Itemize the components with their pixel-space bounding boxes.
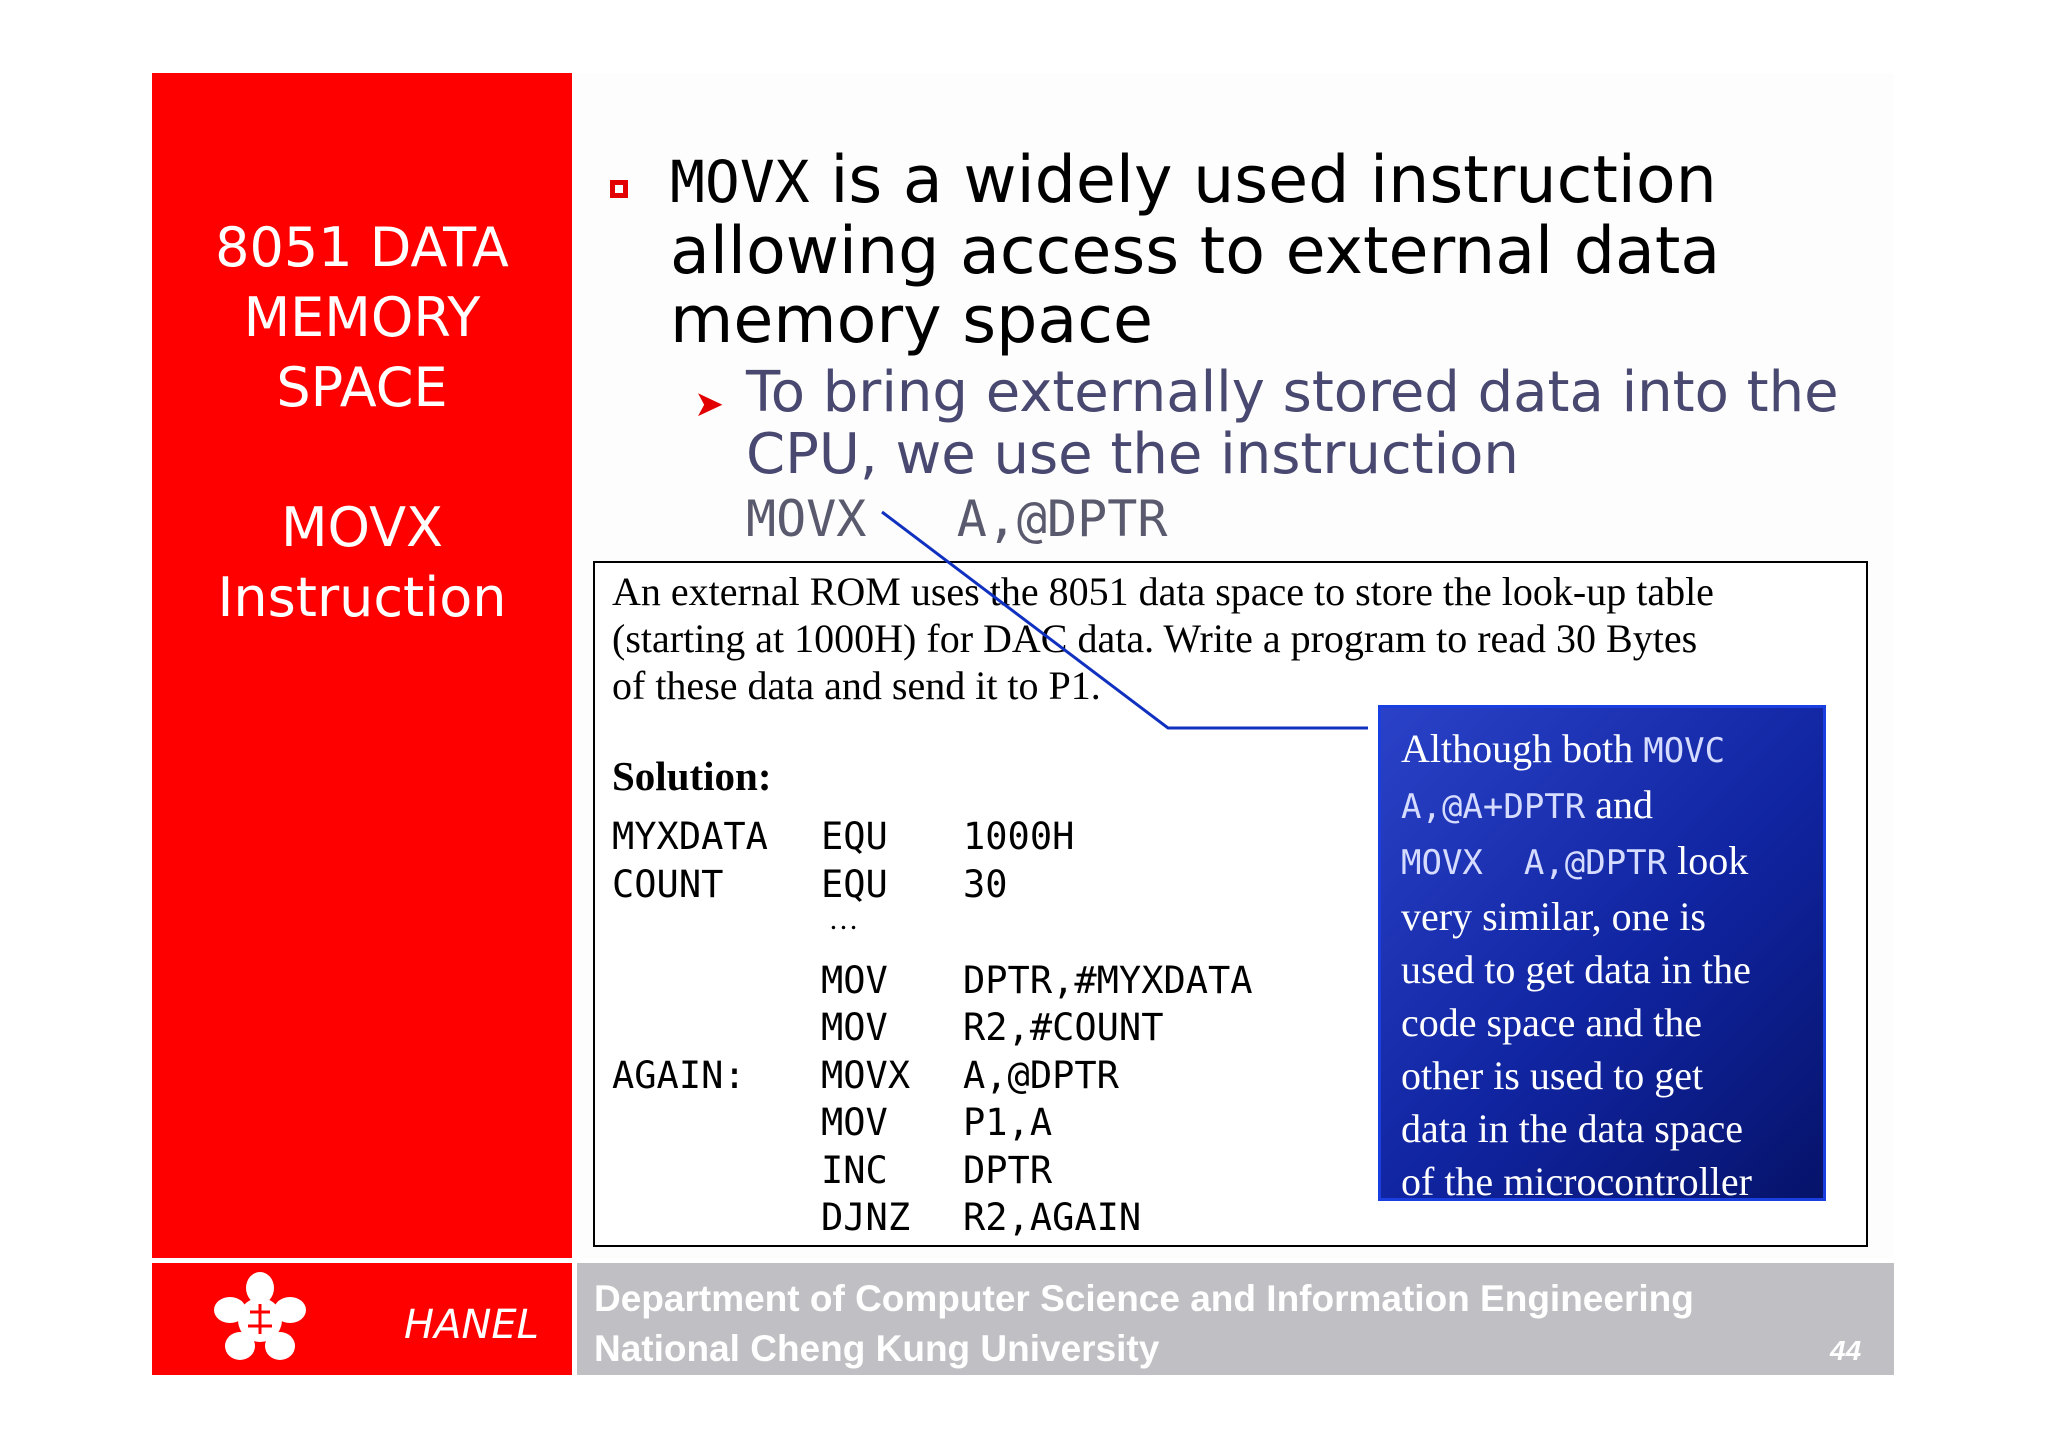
note-text: look [1667, 838, 1749, 883]
code-label: MYXDATA [612, 815, 768, 858]
code-op: INC [821, 1149, 888, 1192]
note-line [1401, 722, 1803, 778]
section-title-line: SPACE [276, 356, 448, 419]
arrow-bullet-icon: ➤ [694, 384, 725, 425]
code-ellipsis: … [821, 903, 859, 936]
code-op: MOV [821, 959, 888, 1002]
code-op: MOV [821, 1006, 888, 1049]
section-title [152, 213, 572, 423]
problem-statement [612, 568, 1852, 709]
code-operand: 1000H [963, 815, 1075, 858]
square-bullet-icon [610, 180, 628, 198]
problem-line: of these data and send it to P1. [612, 663, 1101, 708]
sub-bullet [746, 362, 1839, 486]
code-op: MOV [821, 1101, 888, 1144]
main-bullet-text: is a widely used instruction [809, 143, 1717, 218]
section-subtitle [152, 493, 572, 633]
code-op: EQU [821, 863, 888, 906]
note-box [1378, 705, 1826, 1204]
university-line: National Cheng Kung University [594, 1328, 1160, 1369]
code-operand: R2,AGAIN [963, 1196, 1142, 1239]
section-subtitle-line: MOVX [280, 496, 444, 559]
solution-label: Solution: [612, 753, 772, 799]
note-line: data in the data space [1401, 1106, 1744, 1151]
main-bullet-line: allowing access to external data [670, 214, 1721, 289]
note-text: and [1585, 782, 1653, 827]
code-operand: P1,A [963, 1101, 1053, 1144]
code-op: DJNZ [821, 1196, 911, 1239]
note-line: used to get data in the [1401, 947, 1751, 992]
sidebar [152, 73, 572, 1258]
note-code: MOVX A,@DPTR [1401, 843, 1668, 883]
department-info [594, 1274, 1694, 1374]
university-logo-icon [200, 1270, 320, 1370]
code-label: AGAIN: [612, 1054, 746, 1097]
code-operand: A,@DPTR [963, 1054, 1119, 1097]
code-label: COUNT [612, 863, 724, 906]
instruction-code: MOVX A,@DPTR [746, 490, 1168, 548]
code-op: MOVX [821, 1054, 911, 1097]
main-bullet-line: memory space [670, 283, 1153, 358]
code-operand: 30 [963, 863, 1008, 906]
problem-line: (starting at 1000H) for DAC data. Write a program to read 30 Bytes [612, 616, 1698, 661]
page-number: 44 [1830, 1335, 1862, 1366]
section-title-line: MEMORY [243, 286, 481, 349]
section-title-line: 8051 DATA [215, 216, 509, 279]
main-bullet [670, 143, 1870, 358]
code-operand: DPTR,#MYXDATA [963, 959, 1253, 1002]
code-op: EQU [821, 815, 888, 858]
problem-line: An external ROM uses the 8051 data space to store the look-up table [612, 569, 1714, 614]
sub-bullet-line: CPU, we use the instruction [746, 422, 1519, 487]
section-subtitle-line: Instruction [217, 566, 507, 629]
code-operand: DPTR [963, 1149, 1053, 1192]
note-line: code space and the [1401, 1000, 1702, 1045]
note-line: of the microcontroller [1401, 1159, 1752, 1204]
note-text: Although both [1401, 726, 1644, 771]
note-line [1401, 778, 1803, 834]
note-line [1401, 834, 1803, 890]
sub-bullet-line: To bring externally stored data into the [746, 360, 1839, 425]
note-code: MOVC [1643, 731, 1726, 771]
note-line: other is used to get [1401, 1053, 1704, 1098]
code-operand: R2,#COUNT [963, 1006, 1164, 1049]
movx-keyword: MOVX [670, 148, 810, 216]
note-line: very similar, one is [1401, 894, 1706, 939]
note-code: A,@A+DPTR [1401, 787, 1586, 827]
main-bullet-line [670, 143, 1870, 218]
department-line: Department of Computer Science and Information Engineering [594, 1278, 1694, 1319]
author-name: HANEL [404, 1302, 539, 1348]
